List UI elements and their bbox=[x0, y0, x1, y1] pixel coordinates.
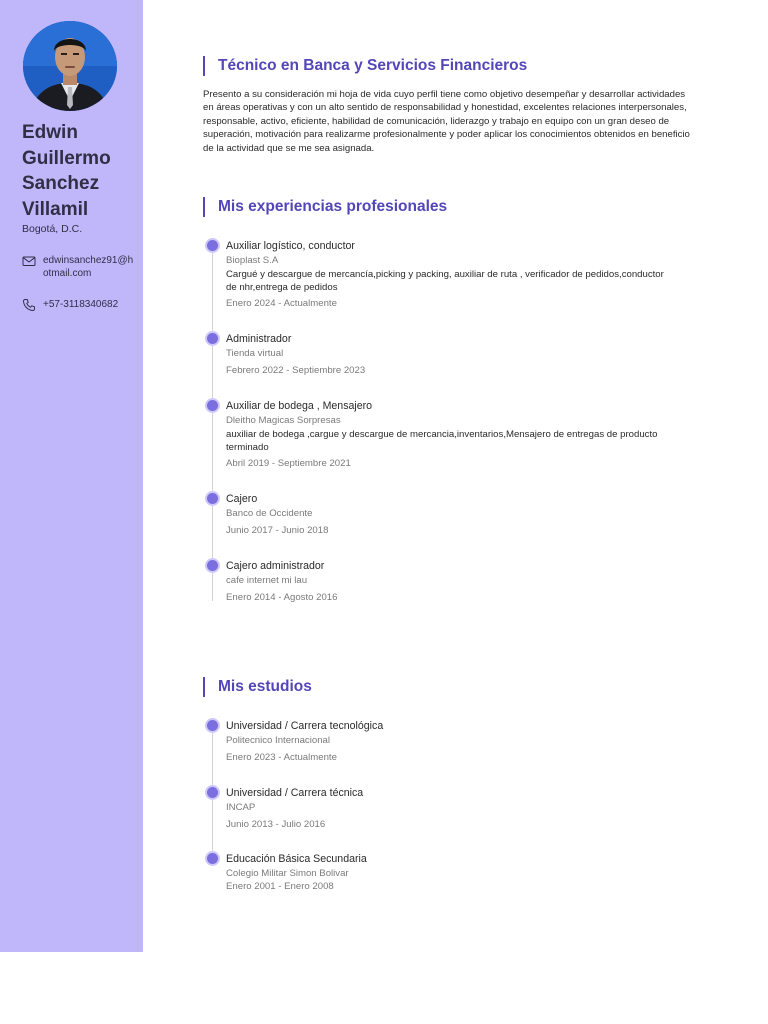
timeline-dot bbox=[207, 400, 218, 411]
job-dates: Enero 2014 - Agosto 2016 bbox=[226, 592, 338, 603]
employer: Tienda virtual bbox=[226, 348, 284, 359]
timeline-dot bbox=[207, 560, 218, 571]
degree: Educación Básica Secundaria bbox=[226, 853, 367, 865]
institution: INCAP bbox=[226, 802, 256, 813]
candidate-city: Bogotá, D.C. bbox=[22, 223, 83, 235]
phone-icon bbox=[22, 298, 36, 312]
timeline-dot bbox=[207, 240, 218, 251]
job-dates: Enero 2024 - Actualmente bbox=[226, 298, 337, 309]
mail-icon bbox=[22, 254, 36, 268]
job-description: Cargué y descargue de mercancía,picking y packing, auxiliar de ruta , verificador de pedidos,conductor de nhr,entrega de pedidos bbox=[226, 269, 664, 294]
name-line: Guillermo bbox=[22, 147, 111, 169]
timeline-dot bbox=[207, 493, 218, 504]
timeline-dot bbox=[207, 333, 218, 344]
degree: Universidad / Carrera tecnológica bbox=[226, 720, 384, 732]
contact-email[interactable] bbox=[22, 254, 135, 280]
sidebar bbox=[0, 0, 143, 952]
profile-title: Técnico en Banca y Servicios Financieros bbox=[203, 56, 527, 76]
study-dates: Junio 2013 - Julio 2016 bbox=[226, 819, 326, 830]
study-dates: Enero 2023 - Actualmente bbox=[226, 752, 337, 763]
email-text[interactable]: edwinsanchez91@hotmail.com bbox=[43, 255, 134, 279]
job-title: Auxiliar logístico, conductor bbox=[226, 240, 355, 252]
employer: Bioplast S.A bbox=[226, 255, 279, 266]
job-dates: Abril 2019 - Septiembre 2021 bbox=[226, 458, 351, 469]
job-title: Auxiliar de bodega , Mensajero bbox=[226, 400, 373, 412]
degree: Universidad / Carrera técnica bbox=[226, 787, 364, 799]
timeline-line bbox=[212, 246, 213, 601]
profile-summary: Presento a su consideración mi hoja de vida cuyo perfil tiene como objetivo desempeñar y desarrollar actividades en áreas operativas y con un alto sentido de responsabilidad y honestidad, excelentes relaciones interpersonales, responsable, activo, eficiente, habilidad de comunicación, liderazgo y trabajo en equipo con un gran deseo de superación, motivación para realizarme profesionalmente y poder aplicar los conocimientos obtenidos en beneficio de la actividad que se me sea asignada. bbox=[203, 89, 690, 154]
phone-text[interactable]: +57-3118340682 bbox=[43, 299, 119, 310]
profile-photo bbox=[23, 21, 117, 111]
education-section-title: Mis estudios bbox=[203, 677, 312, 697]
name-line: Sanchez bbox=[22, 173, 100, 194]
job-description: auxiliar de bodega ,cargue y descargue de mercancia,inventarios,Mensajero de entregas de producto terminado bbox=[226, 429, 658, 454]
institution: Colegio Militar Simon Bolivar bbox=[226, 868, 349, 879]
timeline-dot bbox=[207, 853, 218, 864]
job-title: Cajero bbox=[226, 493, 258, 505]
education-timeline bbox=[203, 718, 703, 898]
experience-timeline bbox=[203, 238, 703, 610]
candidate-name bbox=[22, 120, 137, 222]
timeline-dot bbox=[207, 720, 218, 731]
job-title: Administrador bbox=[226, 333, 292, 345]
job-dates: Junio 2017 - Junio 2018 bbox=[226, 525, 329, 536]
name-line: Villamil bbox=[22, 198, 89, 220]
employer: Dleitho Magicas Sorpresas bbox=[226, 415, 341, 426]
experience-section-title: Mis experiencias profesionales bbox=[203, 197, 447, 217]
name-line: Edwin bbox=[22, 122, 78, 143]
employer: Banco de Occidente bbox=[226, 508, 313, 519]
study-dates: Enero 2001 - Enero 2008 bbox=[226, 881, 334, 892]
contact-phone[interactable] bbox=[22, 298, 118, 312]
profile-photo-image bbox=[23, 21, 117, 111]
employer: cafe internet mi lau bbox=[226, 575, 308, 586]
job-dates: Febrero 2022 - Septiembre 2023 bbox=[226, 365, 366, 376]
timeline-dot bbox=[207, 787, 218, 798]
job-title: Cajero administrador bbox=[226, 560, 325, 572]
institution: Politecnico Internacional bbox=[226, 735, 330, 746]
